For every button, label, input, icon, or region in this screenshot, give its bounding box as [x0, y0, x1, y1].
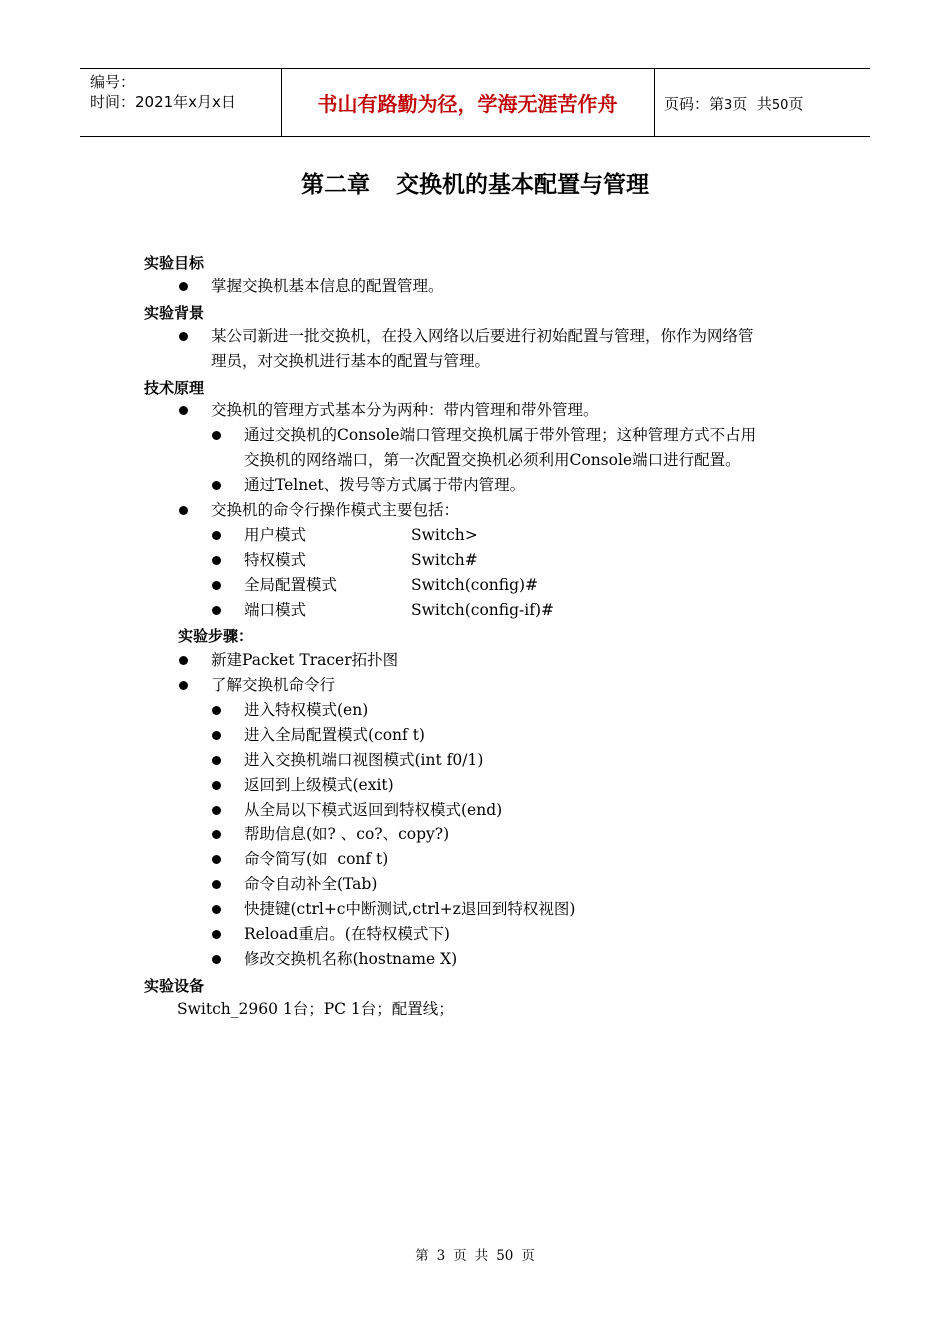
header-page-mid: 页 共: [732, 95, 772, 113]
header-page-suffix: 页: [788, 95, 804, 113]
section-heading-steps: 实验步骤：: [178, 627, 254, 645]
bullet-icon: [212, 731, 221, 740]
section-heading-background: 实验背景: [144, 304, 205, 322]
header-divider: [654, 69, 655, 136]
list-item-text: 通过Telnet、拨号等方式属于带内管理。: [244, 476, 526, 494]
header-time: 时间：2021年x月x日: [90, 93, 236, 111]
mode-name: 特权模式: [244, 551, 307, 569]
mode-name: 端口模式: [244, 601, 307, 619]
header-motto: 书山有路勤为径，学海无涯苦作舟: [317, 92, 618, 116]
bullet-icon: [212, 830, 221, 839]
list-item-text: 新建Packet Tracer拓扑图: [211, 651, 399, 669]
list-item-text: Reload重启。(在特权模式下): [244, 925, 450, 943]
bullet-icon: [212, 880, 221, 889]
bullet-icon: [179, 282, 188, 291]
list-item-text: 进入交换机端口视图模式(int f0/1): [244, 751, 484, 769]
mode-name: 全局配置模式: [244, 576, 338, 594]
page-footer: [0, 1246, 950, 1266]
mode-prompt: Switch(config)#: [411, 576, 539, 594]
footer-word: 页: [453, 1248, 467, 1264]
footer-word: 页: [521, 1248, 535, 1264]
bullet-icon: [212, 930, 221, 939]
list-item-text: 命令简写(如 conf t): [244, 850, 389, 868]
header-page-prefix: 页码：第: [664, 95, 725, 113]
header-page-total: 50: [771, 98, 789, 113]
list-item-text: 进入全局配置模式(conf t): [244, 726, 425, 744]
page-title: [0, 168, 950, 202]
section-heading-goal: 实验目标: [144, 254, 205, 272]
page-header: [80, 68, 870, 137]
bullet-icon: [212, 955, 221, 964]
bullet-icon: [212, 855, 221, 864]
bullet-icon: [179, 656, 188, 665]
bullet-icon: [212, 481, 221, 490]
bullet-icon: [212, 905, 221, 914]
list-item-continuation: 理员，对交换机进行基本的配置与管理。: [211, 352, 491, 370]
list-item-text: 通过交换机的Console端口管理交换机属于带外管理；这种管理方式不占用: [244, 426, 757, 444]
chapter-number: 第二章: [301, 172, 370, 198]
bullet-icon: [212, 606, 221, 615]
bullet-icon: [212, 781, 221, 790]
equipment-text: Switch_2960 1台；PC 1台；配置线；: [177, 1000, 454, 1018]
mode-prompt: Switch>: [411, 526, 478, 544]
bullet-icon: [179, 681, 188, 690]
header-meta: [90, 72, 236, 112]
footer-page-total: 50: [496, 1248, 514, 1264]
list-item-text: 返回到上级模式(exit): [244, 776, 394, 794]
bullet-icon: [179, 332, 188, 341]
bullet-icon: [179, 406, 188, 415]
bullet-icon: [212, 431, 221, 440]
mode-name: 用户模式: [244, 526, 307, 544]
mode-prompt: Switch#: [411, 551, 478, 569]
header-page-info: [664, 93, 803, 117]
bullet-icon: [179, 506, 188, 515]
bullet-icon: [212, 756, 221, 765]
list-item-text: 从全局以下模式返回到特权模式(end): [244, 801, 503, 819]
list-item-text: 命令自动补全(Tab): [244, 875, 378, 893]
list-item-text: 修改交换机名称(hostname X): [244, 950, 458, 968]
section-heading-principle: 技术原理: [144, 379, 205, 397]
bullet-icon: [212, 531, 221, 540]
list-item-text: 进入特权模式(en): [244, 701, 369, 719]
list-item-text: 了解交换机命令行: [211, 676, 336, 694]
footer-page-current: 3: [436, 1248, 446, 1264]
footer-word: 共: [474, 1248, 489, 1264]
list-item-text: 交换机的命令行操作模式主要包括：: [211, 501, 460, 519]
section-heading-equipment: 实验设备: [144, 977, 205, 995]
bullet-icon: [212, 706, 221, 715]
chapter-title: 交换机的基本配置与管理: [396, 172, 649, 198]
bullet-icon: [212, 806, 221, 815]
list-item-text: 快捷键(ctrl+c中断测试,ctrl+z退回到特权视图): [244, 900, 576, 918]
header-page-current: 3: [724, 98, 733, 113]
header-number: 编号：: [90, 73, 136, 91]
list-item-text: 交换机的管理方式基本分为两种：带内管理和带外管理。: [211, 401, 599, 419]
footer-word: 第: [415, 1248, 429, 1264]
bullet-icon: [212, 581, 221, 590]
list-item-continuation: 交换机的网络端口，第一次配置交换机必须利用Console端口进行配置。: [244, 451, 741, 469]
list-item-text: 掌握交换机基本信息的配置管理。: [211, 277, 444, 295]
list-item-text: 某公司新进一批交换机，在投入网络以后要进行初始配置与管理，你作为网络管: [211, 327, 754, 345]
mode-prompt: Switch(config-if)#: [411, 601, 555, 619]
bullet-icon: [212, 556, 221, 565]
list-item-text: 帮助信息(如? 、co?、copy?): [244, 825, 450, 843]
